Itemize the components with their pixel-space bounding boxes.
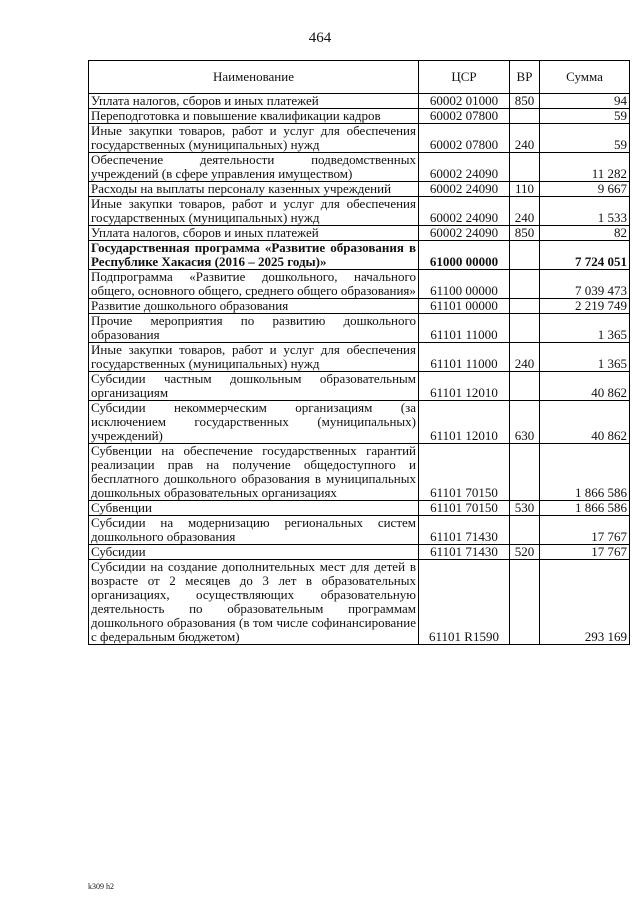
cell-name: Иные закупки товаров, работ и услуг для обеспечения государственных (муниципальных) нужд: [89, 197, 419, 226]
cell-csr: 61101 00000: [419, 299, 510, 314]
cell-name: Субвенции на обеспечение государственных гарантий реализации прав на получение общедоступного и бесплатного дошкольного образования в муниципальных дошкольных образовательных организациях: [89, 444, 419, 501]
cell-sum: 1 866 586: [540, 501, 630, 516]
header-name: Наименование: [89, 61, 419, 94]
cell-vr: 850: [510, 94, 540, 109]
cell-vr: 850: [510, 226, 540, 241]
cell-csr: 61101 70150: [419, 501, 510, 516]
table-row: [89, 124, 630, 153]
header-csr: ЦСР: [419, 61, 510, 94]
cell-csr: 61000 00000: [419, 241, 510, 270]
cell-vr: [510, 314, 540, 343]
cell-sum: 7 039 473: [540, 270, 630, 299]
cell-name: Субсидии на модернизацию региональных систем дошкольного образования: [89, 516, 419, 545]
cell-vr: [510, 153, 540, 182]
cell-vr: [510, 560, 540, 645]
cell-sum: 17 767: [540, 545, 630, 560]
table-row: [89, 299, 630, 314]
cell-vr: 240: [510, 343, 540, 372]
budget-table: [88, 60, 630, 645]
cell-csr: 61100 00000: [419, 270, 510, 299]
cell-sum: 82: [540, 226, 630, 241]
table-row: [89, 182, 630, 197]
cell-name: Субсидии на создание дополнительных мест для детей в возрасте от 2 месяцев до 3 лет в образовательных организациях, осуществляющих образовательную деятельность по образовательным программам дошкольного образования (в том числе софинансирование с федеральным бюджетом): [89, 560, 419, 645]
cell-csr: 61101 12010: [419, 401, 510, 444]
cell-sum: 293 169: [540, 560, 630, 645]
cell-name: Подпрограмма «Развитие дошкольного, начального общего, основного общего, среднего общего образования»: [89, 270, 419, 299]
cell-name: Переподготовка и повышение квалификации кадров: [89, 109, 419, 124]
cell-csr: 61101 11000: [419, 343, 510, 372]
cell-name: Иные закупки товаров, работ и услуг для обеспечения государственных (муниципальных) нужд: [89, 124, 419, 153]
cell-csr: 60002 07800: [419, 109, 510, 124]
cell-name: Субвенции: [89, 501, 419, 516]
cell-sum: 7 724 051: [540, 241, 630, 270]
cell-sum: 40 862: [540, 372, 630, 401]
cell-csr: 60002 24090: [419, 226, 510, 241]
cell-name: Уплата налогов, сборов и иных платежей: [89, 226, 419, 241]
cell-sum: 9 667: [540, 182, 630, 197]
header-sum: Сумма: [540, 61, 630, 94]
cell-vr: [510, 109, 540, 124]
cell-name: Развитие дошкольного образования: [89, 299, 419, 314]
table-row: [89, 153, 630, 182]
cell-sum: 94: [540, 94, 630, 109]
cell-csr: 61101 12010: [419, 372, 510, 401]
cell-sum: 1 365: [540, 314, 630, 343]
page-number: 464: [308, 30, 332, 46]
table-row: [89, 501, 630, 516]
cell-vr: [510, 444, 540, 501]
table-row: [89, 343, 630, 372]
table-row: [89, 516, 630, 545]
cell-csr: 61101 71430: [419, 545, 510, 560]
table-row: [89, 401, 630, 444]
cell-sum: 1 866 586: [540, 444, 630, 501]
cell-vr: [510, 299, 540, 314]
cell-csr: 60002 24090: [419, 153, 510, 182]
table-row: [89, 444, 630, 501]
header-vr: ВР: [510, 61, 540, 94]
cell-name: Расходы на выплаты персоналу казенных учреждений: [89, 182, 419, 197]
table-row: [89, 197, 630, 226]
cell-sum: 1 365: [540, 343, 630, 372]
cell-name: Субсидии: [89, 545, 419, 560]
table-row: [89, 314, 630, 343]
cell-vr: 240: [510, 124, 540, 153]
cell-csr: 61101 71430: [419, 516, 510, 545]
cell-sum: 17 767: [540, 516, 630, 545]
cell-vr: [510, 372, 540, 401]
cell-csr: 60002 24090: [419, 182, 510, 197]
cell-name: Прочие мероприятия по развитию дошкольного образования: [89, 314, 419, 343]
cell-name: Обеспечение деятельности подведомственных учреждений (в сфере управления имуществом): [89, 153, 419, 182]
cell-name: Субсидии некоммерческим организациям (за исключением государственных (муниципальных) учреждений): [89, 401, 419, 444]
table-row: [89, 545, 630, 560]
table-body: [89, 94, 630, 645]
cell-vr: [510, 516, 540, 545]
cell-vr: [510, 270, 540, 299]
cell-vr: 110: [510, 182, 540, 197]
cell-sum: 2 219 749: [540, 299, 630, 314]
cell-vr: 530: [510, 501, 540, 516]
footer-code: k309 h2: [88, 882, 114, 891]
cell-sum: 40 862: [540, 401, 630, 444]
table-row: [89, 560, 630, 645]
cell-vr: 520: [510, 545, 540, 560]
cell-sum: 11 282: [540, 153, 630, 182]
cell-name: Уплата налогов, сборов и иных платежей: [89, 94, 419, 109]
cell-vr: 240: [510, 197, 540, 226]
table-row: [89, 270, 630, 299]
cell-name: Субсидии частным дошкольным образовательным организациям: [89, 372, 419, 401]
cell-name: Государственная программа «Развитие образования в Республике Хакасия (2016 – 2025 годы)»: [89, 241, 419, 270]
table-row: [89, 372, 630, 401]
table-header-row: [89, 61, 630, 94]
cell-vr: 630: [510, 401, 540, 444]
table-row: [89, 226, 630, 241]
cell-vr: [510, 241, 540, 270]
cell-csr: 61101 11000: [419, 314, 510, 343]
table-row: [89, 94, 630, 109]
cell-csr: 61101 R1590: [419, 560, 510, 645]
cell-csr: 60002 24090: [419, 197, 510, 226]
table-row: [89, 109, 630, 124]
cell-sum: 59: [540, 124, 630, 153]
cell-sum: 59: [540, 109, 630, 124]
cell-sum: 1 533: [540, 197, 630, 226]
cell-csr: 61101 70150: [419, 444, 510, 501]
cell-csr: 60002 01000: [419, 94, 510, 109]
cell-name: Иные закупки товаров, работ и услуг для обеспечения государственных (муниципальных) нужд: [89, 343, 419, 372]
table-row: [89, 241, 630, 270]
cell-csr: 60002 07800: [419, 124, 510, 153]
